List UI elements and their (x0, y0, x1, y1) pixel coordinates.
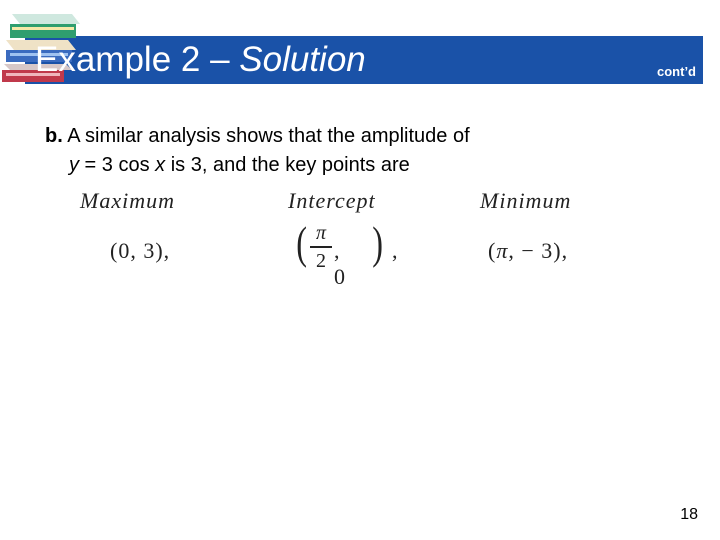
minimum-open: ( (488, 238, 497, 263)
intercept-comma: , (392, 238, 399, 263)
title-main: Example 2 – (35, 40, 240, 79)
open-paren: ( (296, 217, 308, 268)
fraction-bar (310, 246, 332, 248)
intercept-rest: , 0 (334, 238, 346, 289)
part-label: b. (45, 125, 63, 147)
fraction-numerator: π (315, 222, 327, 244)
minimum-pi: π (496, 238, 509, 263)
minimum-rest: , − 3), (508, 238, 569, 263)
close-paren: ) (372, 217, 384, 268)
page-number: 18 (680, 506, 698, 523)
paragraph (45, 122, 685, 180)
var-x: x (155, 154, 166, 176)
paragraph-line-2 (45, 151, 685, 180)
title-italic: Solution (239, 40, 366, 79)
continued-label: cont’d (657, 64, 696, 79)
text-1: A similar analysis shows that the amplitude of (62, 125, 470, 147)
header-minimum: Minimum (480, 188, 572, 213)
page-title (35, 38, 366, 82)
fraction-denominator: 2 (316, 250, 326, 272)
header-intercept: Intercept (288, 188, 376, 213)
header-maximum: Maximum (80, 188, 175, 213)
fraction (310, 222, 332, 272)
maximum-point: (0, 3), (110, 238, 171, 263)
var-y: y (69, 154, 79, 176)
minimum-point (488, 238, 568, 264)
text-3: is 3, and the key points are (165, 154, 410, 176)
text-2: = 3 cos (79, 154, 156, 176)
